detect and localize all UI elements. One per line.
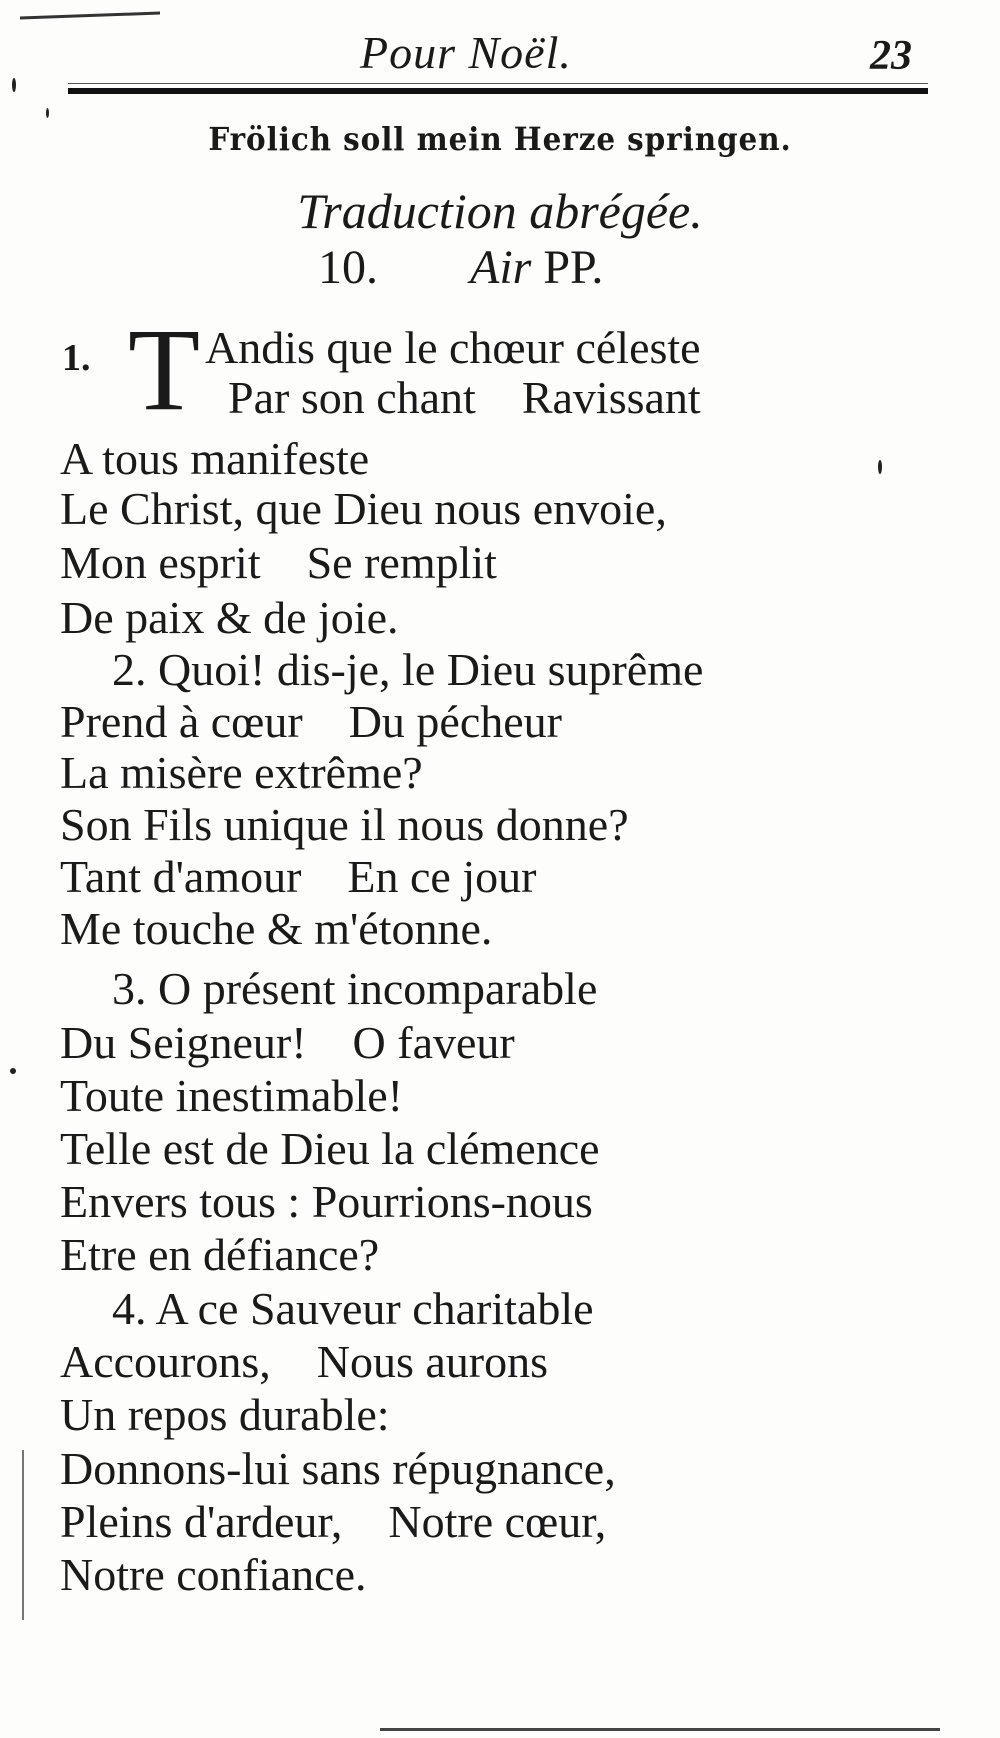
ink-speck bbox=[10, 1068, 16, 1074]
air-code: PP. bbox=[543, 241, 604, 294]
ink-speck bbox=[46, 108, 49, 118]
verse-line: Toute inestimable! bbox=[60, 1070, 403, 1121]
page-number: 23 bbox=[870, 33, 912, 79]
running-head bbox=[0, 18, 1000, 88]
verse-line: Envers tous : Pourrions-nous bbox=[60, 1176, 593, 1227]
ink-speck bbox=[878, 460, 882, 474]
verse-line: 4. A ce Sauveur charitable bbox=[112, 1283, 594, 1334]
verse-line: 2. Quoi! dis-je, le Dieu suprême bbox=[112, 644, 704, 695]
header-rule-thin bbox=[68, 83, 928, 84]
verse-line: Telle est de Dieu la clémence bbox=[60, 1123, 600, 1174]
verse-line: Du Seigneur! O faveur bbox=[60, 1017, 515, 1068]
verse-line: Son Fils unique il nous donne? bbox=[60, 799, 629, 850]
verse-line: De paix & de joie. bbox=[60, 592, 399, 643]
verse-line: 3. O présent incomparable bbox=[112, 963, 598, 1014]
scan-margin-line bbox=[22, 1450, 24, 1620]
verse-line: Par son chant Ravissant bbox=[228, 372, 701, 423]
tune-indication bbox=[0, 240, 1000, 300]
drop-cap: T bbox=[128, 304, 201, 435]
scan-edge-artifact bbox=[20, 0, 160, 19]
verse-line: Etre en défiance? bbox=[60, 1229, 380, 1280]
verse-line: Mon esprit Se remplit bbox=[60, 537, 497, 588]
translation-subtitle: Traduction abrégée. bbox=[297, 183, 703, 239]
verse-line: Un repos durable: bbox=[60, 1389, 390, 1440]
verse-line: Donnons-lui sans répugnance, bbox=[60, 1443, 616, 1494]
verse-line: Pleins d'ardeur, Notre cœur, bbox=[60, 1496, 607, 1547]
verse-line: Accourons, Nous aurons bbox=[60, 1336, 549, 1387]
running-title: Pour Noël. bbox=[360, 27, 572, 78]
tune-air bbox=[470, 240, 603, 295]
header-rule bbox=[68, 88, 928, 94]
air-label: Air bbox=[470, 241, 532, 294]
german-hymn-title: Frölich soll mein Herze springen. bbox=[208, 120, 792, 158]
scan-bottom-edge bbox=[380, 1728, 940, 1731]
verse-line: Me touche & m'étonne. bbox=[60, 903, 493, 954]
verse-line: Tant d'amour En ce jour bbox=[60, 851, 537, 902]
verse-line: A tous manifeste bbox=[60, 433, 370, 484]
verse-line: Prend à cœur Du pécheur bbox=[60, 696, 562, 747]
tune-number: 10. bbox=[318, 241, 378, 294]
verse-line: Andis que le chœur céleste bbox=[205, 322, 701, 373]
verse-line: Le Christ, que Dieu nous envoie, bbox=[60, 483, 667, 534]
verse-line: Notre confiance. bbox=[60, 1549, 367, 1600]
verse-number: 1. bbox=[62, 337, 91, 379]
verse-line: La misère extrême? bbox=[60, 747, 423, 798]
